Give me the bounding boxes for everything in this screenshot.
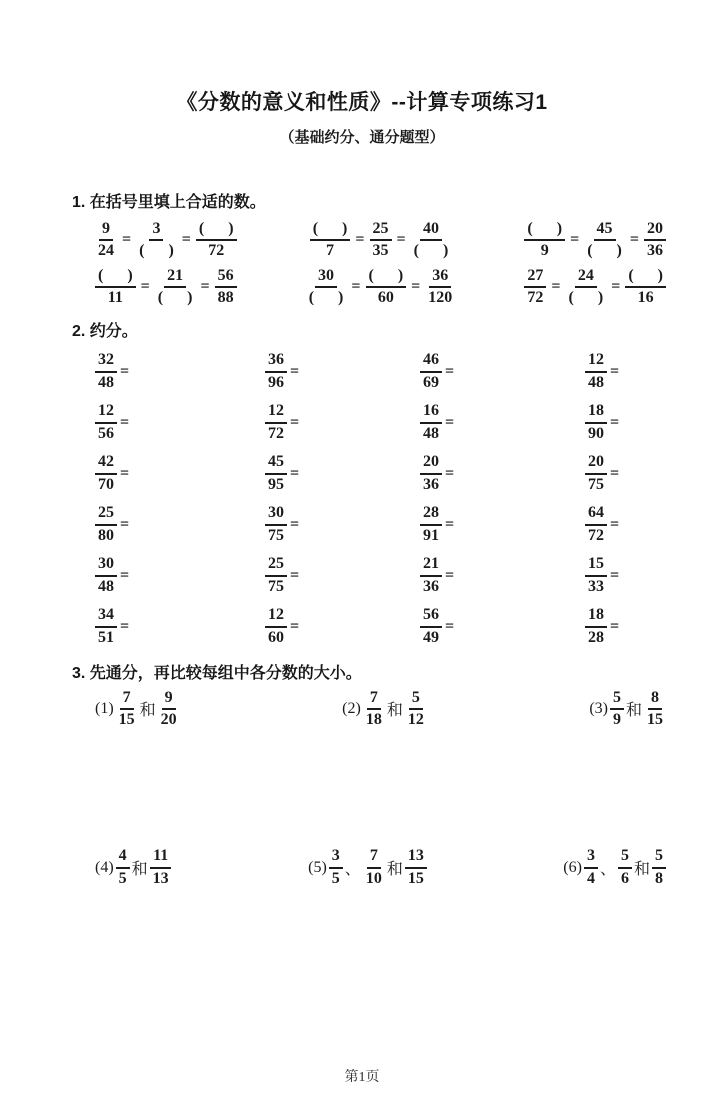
denominator: ( ) (139, 242, 174, 260)
numerator: 25 (370, 220, 392, 241)
fraction (644, 220, 666, 261)
numerator: 9 (99, 220, 113, 241)
fraction (265, 351, 287, 392)
numerator: 15 (585, 555, 607, 576)
reduce-problem (420, 553, 585, 599)
numerator: 20 (644, 220, 666, 241)
reduce-problem (265, 502, 420, 548)
denominator: 88 (217, 289, 234, 307)
denominator: 4 (586, 869, 595, 887)
denominator: 72 (527, 289, 544, 307)
numerator: 9 (162, 689, 176, 710)
equals-sign: = (629, 231, 639, 249)
reduce-problem (420, 502, 585, 548)
fraction (310, 220, 351, 261)
fraction (420, 504, 442, 545)
equals-sign: = (396, 231, 406, 249)
denominator: 12 (407, 710, 424, 728)
equals-sign: = (200, 278, 210, 296)
reduce-problem (95, 553, 265, 599)
equals-sign: = (120, 413, 130, 431)
reduce-problem (585, 553, 666, 599)
equals-sign: = (445, 362, 455, 380)
equals-sign: = (290, 362, 300, 380)
fraction (405, 847, 427, 888)
fraction (652, 847, 666, 888)
equals-sign: = (290, 566, 300, 584)
fraction (265, 504, 287, 545)
fill-blank-equation (95, 267, 237, 308)
reduce-problem (265, 553, 420, 599)
denominator: 18 (365, 710, 382, 728)
page-number: 第1页 (344, 1070, 380, 1085)
item-label: (6) (563, 858, 582, 876)
fraction (150, 847, 172, 888)
separator: 和 (131, 861, 148, 879)
separator: 、 (599, 861, 616, 879)
fraction (370, 220, 392, 261)
worksheet-title: 《分数的意义和性质》--计算专项练习1 (176, 91, 548, 114)
denominator: 48 (98, 577, 114, 595)
denominator: 28 (588, 628, 604, 646)
numerator: 25 (265, 555, 287, 576)
numerator: 12 (585, 351, 607, 372)
equals-sign: = (551, 278, 561, 296)
denominator: 60 (268, 628, 284, 646)
fraction (405, 689, 427, 730)
denominator: 48 (423, 424, 439, 442)
denominator: 91 (423, 526, 439, 544)
equals-sign: = (181, 231, 191, 249)
worksheet-subtitle: （基础约分、通分题型） (279, 129, 445, 146)
section2-grid (95, 349, 666, 650)
equals-sign: = (290, 413, 300, 431)
fraction (158, 689, 180, 730)
numerator: 7 (367, 847, 381, 868)
numerator: ( ) (310, 220, 351, 241)
fraction (420, 555, 442, 596)
fraction (155, 267, 196, 308)
denominator: 70 (98, 475, 114, 493)
separator: 和 (386, 702, 403, 720)
fraction (524, 267, 546, 308)
reduce-problem (95, 502, 265, 548)
fraction (625, 267, 666, 308)
fraction (95, 220, 117, 261)
reduce-problem (420, 349, 585, 395)
fraction (411, 220, 452, 261)
fraction (265, 606, 287, 647)
fraction (618, 847, 632, 888)
equals-sign: = (120, 515, 130, 533)
reduce-problem (265, 451, 420, 497)
equals-sign: = (120, 362, 130, 380)
equals-sign: = (570, 231, 580, 249)
reduce-problem (95, 349, 265, 395)
denominator: 15 (407, 869, 424, 887)
denominator: 33 (588, 577, 604, 595)
fraction (95, 267, 136, 308)
denominator: 36 (647, 242, 663, 260)
fraction (420, 351, 442, 392)
equals-sign: = (610, 515, 620, 533)
fraction (584, 847, 598, 888)
numerator: 36 (265, 351, 287, 372)
denominator: 80 (98, 526, 114, 544)
numerator: 24 (575, 267, 597, 288)
fraction (116, 689, 138, 730)
numerator: 4 (116, 847, 130, 868)
denominator: 9 (540, 242, 549, 260)
numerator: 3 (584, 847, 598, 868)
separator: 和 (386, 861, 403, 879)
numerator: 11 (150, 847, 171, 868)
fraction (644, 689, 666, 730)
fraction (95, 351, 117, 392)
equals-sign: = (445, 413, 455, 431)
denominator: 69 (423, 373, 439, 391)
numerator: 12 (265, 402, 287, 423)
denominator: 11 (107, 289, 123, 307)
numerator: 28 (420, 504, 442, 525)
fill-blank-equation (95, 220, 237, 261)
reduce-problem (95, 604, 265, 650)
fraction (584, 220, 625, 261)
denominator: 35 (372, 242, 389, 260)
denominator: 16 (637, 289, 654, 307)
denominator: ( ) (157, 289, 193, 307)
fraction (420, 606, 442, 647)
section1-row1 (95, 220, 666, 261)
numerator: 20 (420, 453, 442, 474)
fraction (329, 847, 343, 888)
reduce-problem (95, 400, 265, 446)
compare-group (95, 689, 180, 730)
fraction (116, 847, 130, 888)
equals-sign: = (290, 515, 300, 533)
denominator: 5 (331, 869, 340, 887)
fraction (420, 402, 442, 443)
section1-heading: 1. 在括号里填上合适的数。 (72, 194, 266, 211)
fill-blank-equation (306, 267, 456, 308)
numerator: 56 (420, 606, 442, 627)
numerator: 12 (265, 606, 287, 627)
denominator: 95 (268, 475, 284, 493)
denominator: ( ) (587, 242, 622, 260)
fraction (363, 847, 385, 888)
reduce-problem (265, 604, 420, 650)
equals-sign: = (445, 464, 455, 482)
separator: 和 (633, 861, 650, 879)
equals-sign: = (140, 278, 150, 296)
numerator: 46 (420, 351, 442, 372)
fraction (306, 267, 347, 308)
numerator: ( ) (625, 267, 666, 288)
denominator: 48 (98, 373, 114, 391)
equals-sign: = (610, 362, 620, 380)
numerator: 20 (585, 453, 607, 474)
numerator: 40 (420, 220, 442, 241)
section1-row2 (95, 267, 666, 308)
numerator: 30 (315, 267, 337, 288)
item-label: (1) (95, 699, 114, 717)
reduce-problem (585, 349, 666, 395)
denominator: 72 (588, 526, 604, 544)
denominator: 56 (98, 424, 114, 442)
fill-blank-equation (524, 220, 666, 261)
equals-sign: = (351, 278, 361, 296)
denominator: 48 (588, 373, 604, 391)
numerator: 7 (367, 689, 381, 710)
fraction (524, 220, 565, 261)
fill-blank-equation (524, 267, 666, 308)
fill-blank-equation (310, 220, 452, 261)
numerator: 21 (164, 267, 186, 288)
numerator: 42 (95, 453, 117, 474)
numerator: 25 (95, 504, 117, 525)
denominator: 15 (646, 710, 663, 728)
numerator: 5 (652, 847, 666, 868)
denominator: 5 (118, 869, 127, 887)
equals-sign: = (120, 617, 130, 635)
reduce-problem (420, 400, 585, 446)
worksheet-content (0, 189, 724, 888)
fraction (196, 220, 237, 261)
equals-sign: = (445, 515, 455, 533)
equals-sign: = (355, 231, 365, 249)
fraction (566, 267, 607, 308)
numerator: 30 (95, 555, 117, 576)
reduce-problem (585, 604, 666, 650)
fraction (610, 689, 624, 730)
reduce-problem (585, 451, 666, 497)
numerator: 45 (594, 220, 616, 241)
fraction (585, 453, 607, 494)
equals-sign: = (611, 278, 621, 296)
numerator: 64 (585, 504, 607, 525)
numerator: 13 (405, 847, 427, 868)
compare-group (308, 847, 427, 888)
equals-sign: = (445, 617, 455, 635)
denominator: 6 (620, 869, 629, 887)
reduce-problem (420, 451, 585, 497)
section3-row2 (95, 847, 666, 888)
reduce-problem (585, 502, 666, 548)
compare-group (95, 847, 172, 888)
denominator: 15 (118, 710, 135, 728)
denominator: ( ) (568, 289, 604, 307)
compare-group (589, 689, 666, 730)
fraction (585, 351, 607, 392)
equals-sign: = (120, 464, 130, 482)
denominator: 72 (268, 424, 284, 442)
reduce-problem (95, 451, 265, 497)
numerator: 16 (420, 402, 442, 423)
worksheet-page (0, 86, 724, 1110)
numerator: ( ) (95, 267, 136, 288)
compare-group (342, 689, 427, 730)
compare-group (563, 847, 666, 888)
fraction (425, 267, 455, 308)
equals-sign: = (120, 566, 130, 584)
denominator: 75 (268, 526, 284, 544)
equals-sign: = (610, 413, 620, 431)
fraction (265, 453, 287, 494)
denominator: 8 (654, 869, 663, 887)
fraction (265, 402, 287, 443)
numerator: 21 (420, 555, 442, 576)
denominator: ( ) (413, 242, 449, 260)
section3-row1 (95, 689, 666, 730)
fraction (363, 689, 385, 730)
denominator: 75 (588, 475, 604, 493)
denominator: 13 (152, 869, 169, 887)
section2-heading: 2. 约分。 (72, 322, 138, 340)
numerator: 56 (215, 267, 237, 288)
separator: 和 (625, 702, 642, 720)
reduce-problem (420, 604, 585, 650)
numerator: 30 (265, 504, 287, 525)
equals-sign: = (122, 231, 132, 249)
item-label: (5) (308, 858, 327, 876)
fraction (585, 402, 607, 443)
denominator: 24 (98, 242, 114, 260)
denominator: 36 (423, 475, 439, 493)
equals-sign: = (610, 566, 620, 584)
denominator: ( ) (308, 289, 344, 307)
numerator: 7 (120, 689, 134, 710)
numerator: 5 (409, 689, 423, 710)
numerator: 27 (524, 267, 546, 288)
denominator: 90 (588, 424, 604, 442)
fraction (95, 606, 117, 647)
fraction (265, 555, 287, 596)
reduce-problem (265, 349, 420, 395)
denominator: 60 (377, 289, 394, 307)
numerator: 5 (610, 689, 624, 710)
denominator: 49 (423, 628, 439, 646)
reduce-problem (585, 400, 666, 446)
denominator: 20 (160, 710, 177, 728)
numerator: ( ) (366, 267, 407, 288)
fraction (215, 267, 237, 308)
reduce-problem (265, 400, 420, 446)
section3-heading: 3. 先通分，再比较每组中各分数的大小。 (72, 664, 362, 682)
fraction (366, 267, 407, 308)
equals-sign: = (610, 617, 620, 635)
numerator: 36 (429, 267, 451, 288)
denominator: 51 (98, 628, 114, 646)
numerator: 45 (265, 453, 287, 474)
fraction (95, 453, 117, 494)
denominator: 120 (428, 289, 453, 307)
numerator: ( ) (524, 220, 565, 241)
numerator: 5 (618, 847, 632, 868)
equals-sign: = (411, 278, 421, 296)
separator: 和 (139, 702, 156, 720)
numerator: 34 (95, 606, 117, 627)
equals-sign: = (610, 464, 620, 482)
fraction (95, 555, 117, 596)
fraction (420, 453, 442, 494)
fraction (136, 220, 177, 261)
separator: 、 (344, 861, 361, 879)
fraction (95, 402, 117, 443)
fraction (585, 555, 607, 596)
numerator: 32 (95, 351, 117, 372)
fraction (95, 504, 117, 545)
numerator: 3 (329, 847, 343, 868)
numerator: 18 (585, 402, 607, 423)
numerator: 8 (648, 689, 662, 710)
item-label: (4) (95, 858, 114, 876)
denominator: 75 (268, 577, 284, 595)
denominator: 7 (326, 242, 335, 260)
equals-sign: = (445, 566, 455, 584)
denominator: 72 (208, 242, 225, 260)
fraction (585, 504, 607, 545)
numerator: 3 (149, 220, 163, 241)
numerator: 12 (95, 402, 117, 423)
item-label: (3) (589, 699, 608, 717)
denominator: 10 (365, 869, 382, 887)
fraction (585, 606, 607, 647)
denominator: 36 (423, 577, 439, 595)
numerator: ( ) (196, 220, 237, 241)
item-label: (2) (342, 699, 361, 717)
numerator: 18 (585, 606, 607, 627)
denominator: 9 (612, 710, 621, 728)
denominator: 96 (268, 373, 284, 391)
equals-sign: = (290, 617, 300, 635)
equals-sign: = (290, 464, 300, 482)
